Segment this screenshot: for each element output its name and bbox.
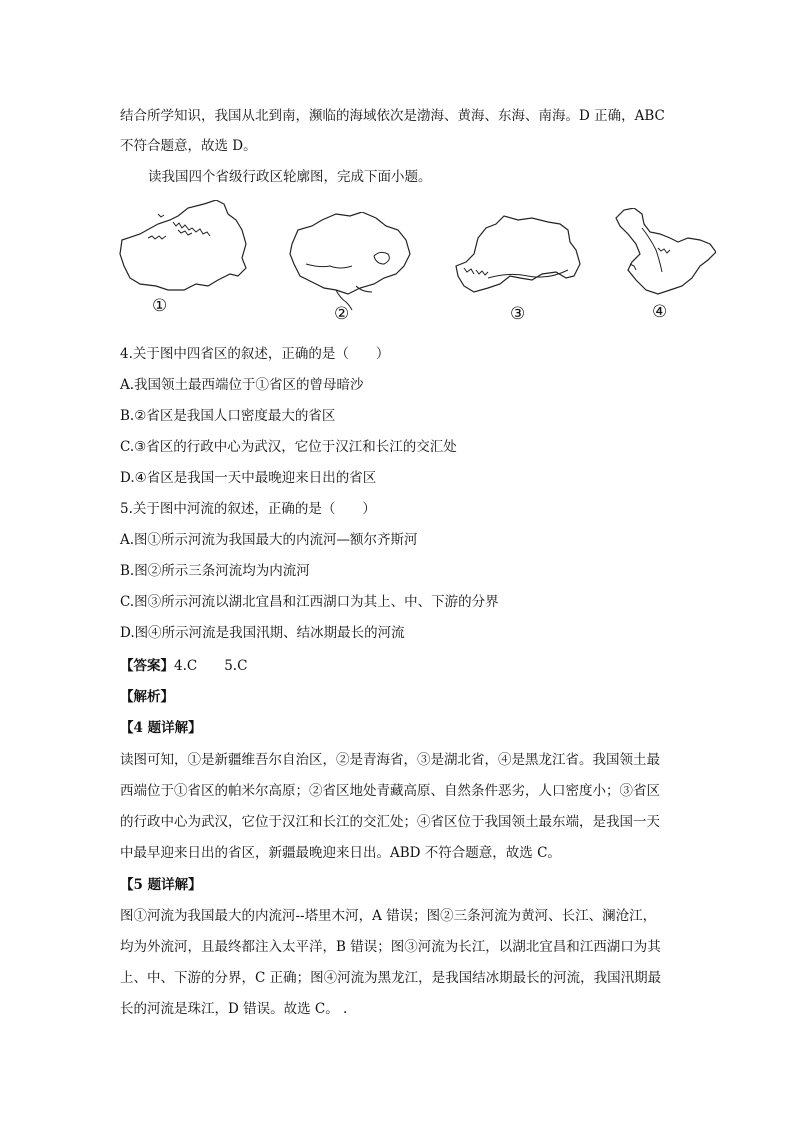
intro-line-2: 不符合题意，故选 D。 [120,138,257,154]
detail5-line-2: 均为外流河，且最终都注入太平洋，B 错误；图③河流为长江，以湖北宜昌和江西湖口为其 [120,939,661,955]
map-label-1: ① [152,296,168,316]
detail5-line-4: 长的河流是珠江，D 错误。故选 C。 . [120,1001,348,1017]
map-label-2: ② [334,304,350,324]
province-outline-figure [112,200,717,325]
q4-option-c: C.③省区的行政中心为武汉，它位于汉江和长江的交汇处 [120,439,457,455]
detail5-line-3: 上、中、下游的分界，C 正确；图④河流为黑龙江，是我国结冰期最长的河流，我国汛期最 [120,970,662,986]
q5-option-a: A.图①所示河流为我国最大的内流河—额尔齐斯河 [120,532,418,548]
answer-label: 【答案】 [120,658,174,674]
q5-option-d: D.图④所示河流是我国汛期、结冰期最长的河流 [120,625,405,641]
q4-option-a: A.我国领土最西端位于①省区的曾母暗沙 [120,377,364,393]
q5-stem: 5.关于图中河流的叙述，正确的是（ ） [120,501,376,517]
detail5-line-1: 图①河流为我国最大的内流河--塔里木河，A 错误；图②三条河流为黄河、长江、澜沧江， [120,908,657,924]
answer-line [120,654,247,674]
answer-value: 4.C 5.C [174,658,248,674]
intro-line-1: 结合所学知识，我国从北到南，濒临的海域依次是渤海、黄海、东海、南海。D 正确，ABC [120,108,665,124]
map-heilongjiang-outline [612,208,716,308]
map-qinghai-outline [286,212,414,312]
map-hubei-outline [452,214,582,304]
map-label-4: ④ [652,302,668,322]
detail5-label: 【5 题详解】 [120,877,202,893]
q5-option-b: B.图②所示三条河流均为内流河 [120,563,310,579]
q4-stem: 4.关于图中四省区的叙述，正确的是（ ） [120,346,390,362]
map-label-3: ③ [510,304,526,324]
q4-option-d: D.④省区是我国一天中最晚迎来日出的省区 [120,470,377,486]
detail4-line-3: 的行政中心为武汉，它位于汉江和长江的交汇处；④省区位于我国领土最东端，是我国一天 [120,814,660,830]
map-xinjiang-outline [118,200,250,300]
q4-option-b: B.②省区是我国人口密度最大的省区 [120,408,336,424]
detail4-line-4: 中最早迎来日出的省区，新疆最晚迎来日出。ABD 不符合题意，故选 C。 [120,845,561,861]
analysis-label: 【解析】 [120,689,174,705]
detail4-line-2: 西端位于①省区的帕米尔高原；②省区地处青藏高原、自然条件恶劣，人口密度小；③省区 [120,783,660,799]
detail4-label: 【4 题详解】 [120,720,202,736]
detail4-line-1: 读图可知，①是新疆维吾尔自治区，②是青海省，③是湖北省，④是黑龙江省。我国领土最 [120,752,660,768]
q5-option-c: C.图③所示河流以湖北宜昌和江西湖口为其上、中、下游的分界 [120,594,499,610]
intro-instruction: 读我国四个省级行政区轮廓图，完成下面小题。 [148,169,432,185]
